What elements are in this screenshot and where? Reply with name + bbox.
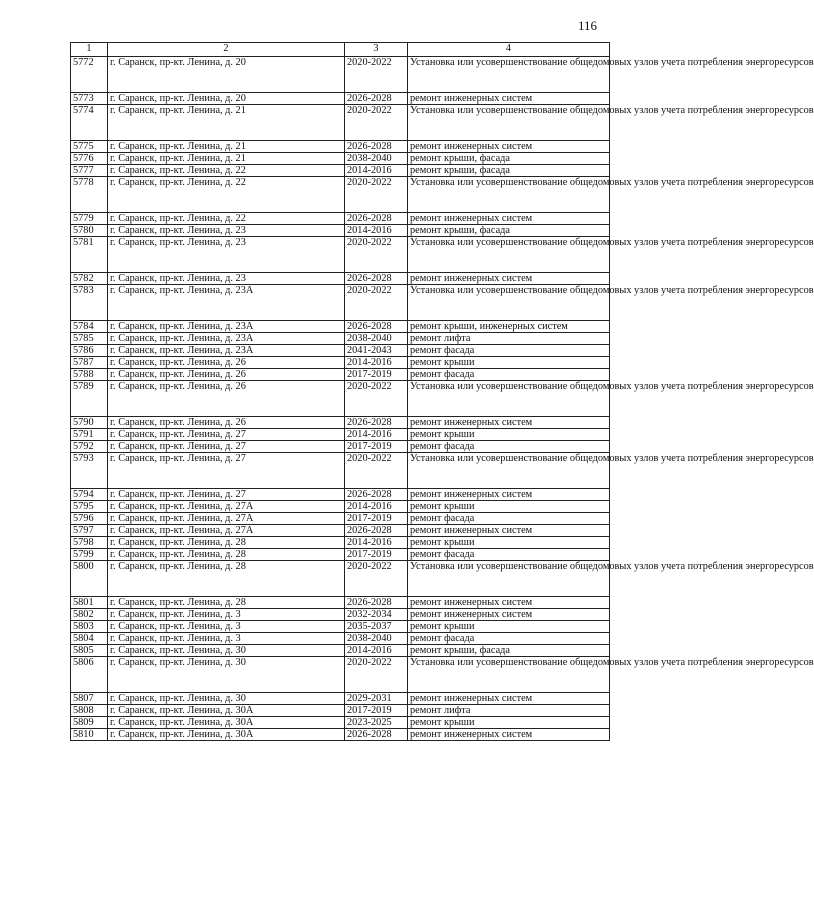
address-cell: г. Саранск, пр-кт. Ленина, д. 27А <box>108 501 345 513</box>
work-type-cell: Установка или усовершенствование общедомовых узлов учета потребления энергоресурсов <box>408 381 610 417</box>
address-cell: г. Саранск, пр-кт. Ленина, д. 30 <box>108 657 345 693</box>
address-cell: г. Саранск, пр-кт. Ленина, д. 23 <box>108 237 345 273</box>
address-cell: г. Саранск, пр-кт. Ленина, д. 28 <box>108 549 345 561</box>
work-type-cell: ремонт инженерных систем <box>408 93 610 105</box>
period-cell: 2020-2022 <box>345 177 408 213</box>
address-cell: г. Саранск, пр-кт. Ленина, д. 23 <box>108 225 345 237</box>
address-cell: г. Саранск, пр-кт. Ленина, д. 3 <box>108 609 345 621</box>
table-row <box>71 489 610 501</box>
address-cell: г. Саранск, пр-кт. Ленина, д. 23А <box>108 285 345 321</box>
row-number-cell: 5791 <box>71 429 108 441</box>
table-row <box>71 633 610 645</box>
row-number-cell: 5772 <box>71 57 108 93</box>
row-number-cell: 5794 <box>71 489 108 501</box>
row-number-cell: 5776 <box>71 153 108 165</box>
table-row <box>71 693 610 705</box>
work-type-cell: ремонт крыши <box>408 357 610 369</box>
work-type-cell: ремонт крыши <box>408 537 610 549</box>
row-number-cell: 5799 <box>71 549 108 561</box>
table-row <box>71 381 610 417</box>
table-row <box>71 369 610 381</box>
period-cell: 2020-2022 <box>345 453 408 489</box>
work-type-cell: ремонт крыши, фасада <box>408 225 610 237</box>
row-number-cell: 5790 <box>71 417 108 429</box>
work-type-cell: ремонт крыши, фасада <box>408 645 610 657</box>
row-number-cell: 5785 <box>71 333 108 345</box>
table-row <box>71 561 610 597</box>
table-row <box>71 501 610 513</box>
table-row <box>71 273 610 285</box>
work-type-cell: ремонт инженерных систем <box>408 693 610 705</box>
work-type-cell: ремонт инженерных систем <box>408 273 610 285</box>
address-cell: г. Саранск, пр-кт. Ленина, д. 21 <box>108 141 345 153</box>
table-row <box>71 153 610 165</box>
work-type-cell: Установка или усовершенствование общедомовых узлов учета потребления энергоресурсов <box>408 453 610 489</box>
table-row <box>71 549 610 561</box>
address-cell: г. Саранск, пр-кт. Ленина, д. 30А <box>108 717 345 729</box>
row-number-cell: 5802 <box>71 609 108 621</box>
period-cell: 2026-2028 <box>345 93 408 105</box>
address-cell: г. Саранск, пр-кт. Ленина, д. 23А <box>108 333 345 345</box>
table-row <box>71 657 610 693</box>
work-type-cell: ремонт крыши <box>408 501 610 513</box>
table-row <box>71 57 610 93</box>
repair-schedule-table <box>70 42 814 741</box>
period-cell: 2014-2016 <box>345 537 408 549</box>
period-cell: 2026-2028 <box>345 597 408 609</box>
row-number-cell: 5788 <box>71 369 108 381</box>
table-header-row <box>71 43 610 57</box>
row-number-cell: 5779 <box>71 213 108 225</box>
period-cell: 2026-2028 <box>345 141 408 153</box>
address-cell: г. Саранск, пр-кт. Ленина, д. 26 <box>108 369 345 381</box>
period-cell: 2014-2016 <box>345 357 408 369</box>
period-cell: 2020-2022 <box>345 57 408 93</box>
row-number-cell: 5795 <box>71 501 108 513</box>
work-type-cell: Установка или усовершенствование общедомовых узлов учета потребления энергоресурсов <box>408 657 610 693</box>
row-number-cell: 5793 <box>71 453 108 489</box>
row-number-cell: 5781 <box>71 237 108 273</box>
row-number-cell: 5808 <box>71 705 108 717</box>
row-number-cell: 5797 <box>71 525 108 537</box>
period-cell: 2026-2028 <box>345 729 408 741</box>
row-number-cell: 5778 <box>71 177 108 213</box>
address-cell: г. Саранск, пр-кт. Ленина, д. 26 <box>108 357 345 369</box>
table-body <box>71 57 814 741</box>
row-number-cell: 5806 <box>71 657 108 693</box>
work-type-cell: ремонт лифта <box>408 333 610 345</box>
period-cell: 2035-2037 <box>345 621 408 633</box>
address-cell: г. Саранск, пр-кт. Ленина, д. 20 <box>108 93 345 105</box>
row-number-cell: 5809 <box>71 717 108 729</box>
table-row <box>71 345 610 357</box>
row-number-cell: 5789 <box>71 381 108 417</box>
table-row <box>71 225 610 237</box>
row-number-cell: 5786 <box>71 345 108 357</box>
table-row <box>71 165 610 177</box>
header-col-2: 2 <box>108 43 345 57</box>
address-cell: г. Саранск, пр-кт. Ленина, д. 30А <box>108 729 345 741</box>
address-cell: г. Саранск, пр-кт. Ленина, д. 28 <box>108 561 345 597</box>
period-cell: 2020-2022 <box>345 381 408 417</box>
row-number-cell: 5777 <box>71 165 108 177</box>
table-row <box>71 177 610 213</box>
work-type-cell: ремонт инженерных систем <box>408 525 610 537</box>
address-cell: г. Саранск, пр-кт. Ленина, д. 27 <box>108 441 345 453</box>
work-type-cell: ремонт фасада <box>408 633 610 645</box>
table-row <box>71 441 610 453</box>
address-cell: г. Саранск, пр-кт. Ленина, д. 21 <box>108 153 345 165</box>
work-type-cell: Установка или усовершенствование общедомовых узлов учета потребления энергоресурсов <box>408 177 610 213</box>
table-row <box>71 357 610 369</box>
address-cell: г. Саранск, пр-кт. Ленина, д. 22 <box>108 165 345 177</box>
table-row <box>71 141 610 153</box>
address-cell: г. Саранск, пр-кт. Ленина, д. 20 <box>108 57 345 93</box>
address-cell: г. Саранск, пр-кт. Ленина, д. 23 <box>108 273 345 285</box>
table-row <box>71 729 610 741</box>
row-number-cell: 5796 <box>71 513 108 525</box>
address-cell: г. Саранск, пр-кт. Ленина, д. 22 <box>108 177 345 213</box>
row-number-cell: 5803 <box>71 621 108 633</box>
period-cell: 2026-2028 <box>345 321 408 333</box>
period-cell: 2017-2019 <box>345 369 408 381</box>
period-cell: 2020-2022 <box>345 561 408 597</box>
work-type-cell: Установка или усовершенствование общедомовых узлов учета потребления энергоресурсов <box>408 57 610 93</box>
period-cell: 2017-2019 <box>345 513 408 525</box>
work-type-cell: ремонт фасада <box>408 441 610 453</box>
work-type-cell: ремонт крыши, инженерных систем <box>408 321 610 333</box>
work-type-cell: ремонт крыши, фасада <box>408 165 610 177</box>
work-type-cell: Установка или усовершенствование общедомовых узлов учета потребления энергоресурсов <box>408 285 610 321</box>
address-cell: г. Саранск, пр-кт. Ленина, д. 3 <box>108 621 345 633</box>
work-type-cell: Установка или усовершенствование общедомовых узлов учета потребления энергоресурсов <box>408 237 610 273</box>
address-cell: г. Саранск, пр-кт. Ленина, д. 27 <box>108 429 345 441</box>
row-number-cell: 5782 <box>71 273 108 285</box>
row-number-cell: 5804 <box>71 633 108 645</box>
row-number-cell: 5800 <box>71 561 108 597</box>
table-row <box>71 321 610 333</box>
header-col-4: 4 <box>408 43 610 57</box>
row-number-cell: 5792 <box>71 441 108 453</box>
address-cell: г. Саранск, пр-кт. Ленина, д. 30 <box>108 645 345 657</box>
address-cell: г. Саранск, пр-кт. Ленина, д. 28 <box>108 597 345 609</box>
row-number-cell: 5783 <box>71 285 108 321</box>
work-type-cell: ремонт инженерных систем <box>408 729 610 741</box>
work-type-cell: ремонт инженерных систем <box>408 141 610 153</box>
period-cell: 2020-2022 <box>345 285 408 321</box>
table-row <box>71 105 610 141</box>
period-cell: 2026-2028 <box>345 417 408 429</box>
row-number-cell: 5774 <box>71 105 108 141</box>
work-type-cell: ремонт инженерных систем <box>408 597 610 609</box>
address-cell: г. Саранск, пр-кт. Ленина, д. 26 <box>108 381 345 417</box>
address-cell: г. Саранск, пр-кт. Ленина, д. 22 <box>108 213 345 225</box>
table-row <box>71 453 610 489</box>
work-type-cell: ремонт фасада <box>408 513 610 525</box>
row-number-cell: 5805 <box>71 645 108 657</box>
work-type-cell: ремонт инженерных систем <box>408 213 610 225</box>
work-type-cell: ремонт крыши, фасада <box>408 153 610 165</box>
period-cell: 2020-2022 <box>345 657 408 693</box>
table-row <box>71 513 610 525</box>
row-number-cell: 5784 <box>71 321 108 333</box>
period-cell: 2026-2028 <box>345 273 408 285</box>
period-cell: 2017-2019 <box>345 705 408 717</box>
period-cell: 2026-2028 <box>345 489 408 501</box>
work-type-cell: Установка или усовершенствование общедомовых узлов учета потребления энергоресурсов <box>408 561 610 597</box>
table-row <box>71 705 610 717</box>
header-col-1: 1 <box>71 43 108 57</box>
work-type-cell: ремонт инженерных систем <box>408 417 610 429</box>
work-type-cell: ремонт инженерных систем <box>408 489 610 501</box>
period-cell: 2014-2016 <box>345 501 408 513</box>
period-cell: 2014-2016 <box>345 429 408 441</box>
table-row <box>71 237 610 273</box>
work-type-cell: ремонт фасада <box>408 549 610 561</box>
table-row <box>71 645 610 657</box>
period-cell: 2017-2019 <box>345 441 408 453</box>
period-cell: 2014-2016 <box>345 165 408 177</box>
address-cell: г. Саранск, пр-кт. Ленина, д. 27 <box>108 453 345 489</box>
table-row <box>71 597 610 609</box>
period-cell: 2020-2022 <box>345 237 408 273</box>
period-cell: 2014-2016 <box>345 645 408 657</box>
table-row <box>71 429 610 441</box>
period-cell: 2029-2031 <box>345 693 408 705</box>
address-cell: г. Саранск, пр-кт. Ленина, д. 26 <box>108 417 345 429</box>
work-type-cell: ремонт крыши <box>408 621 610 633</box>
period-cell: 2026-2028 <box>345 525 408 537</box>
table-row <box>71 93 610 105</box>
page-number: 116 <box>578 18 598 33</box>
row-number-cell: 5780 <box>71 225 108 237</box>
table-row <box>71 417 610 429</box>
address-cell: г. Саранск, пр-кт. Ленина, д. 27А <box>108 513 345 525</box>
row-number-cell: 5775 <box>71 141 108 153</box>
work-type-cell: ремонт фасада <box>408 369 610 381</box>
address-cell: г. Саранск, пр-кт. Ленина, д. 30 <box>108 693 345 705</box>
table-row <box>71 333 610 345</box>
address-cell: г. Саранск, пр-кт. Ленина, д. 21 <box>108 105 345 141</box>
period-cell: 2017-2019 <box>345 549 408 561</box>
row-number-cell: 5773 <box>71 93 108 105</box>
work-type-cell: Установка или усовершенствование общедомовых узлов учета потребления энергоресурсов <box>408 105 610 141</box>
period-cell: 2038-2040 <box>345 153 408 165</box>
period-cell: 2038-2040 <box>345 633 408 645</box>
table-row <box>71 525 610 537</box>
table-row <box>71 609 610 621</box>
work-type-cell: ремонт крыши <box>408 717 610 729</box>
work-type-cell: ремонт лифта <box>408 705 610 717</box>
address-cell: г. Саранск, пр-кт. Ленина, д. 23А <box>108 321 345 333</box>
period-cell: 2023-2025 <box>345 717 408 729</box>
header-col-3: 3 <box>345 43 408 57</box>
row-number-cell: 5807 <box>71 693 108 705</box>
row-number-cell: 5787 <box>71 357 108 369</box>
row-number-cell: 5801 <box>71 597 108 609</box>
period-cell: 2020-2022 <box>345 105 408 141</box>
table-row <box>71 213 610 225</box>
work-type-cell: ремонт крыши <box>408 429 610 441</box>
address-cell: г. Саранск, пр-кт. Ленина, д. 3 <box>108 633 345 645</box>
period-cell: 2032-2034 <box>345 609 408 621</box>
address-cell: г. Саранск, пр-кт. Ленина, д. 23А <box>108 345 345 357</box>
period-cell: 2038-2040 <box>345 333 408 345</box>
address-cell: г. Саранск, пр-кт. Ленина, д. 30А <box>108 705 345 717</box>
address-cell: г. Саранск, пр-кт. Ленина, д. 27А <box>108 525 345 537</box>
period-cell: 2014-2016 <box>345 225 408 237</box>
row-number-cell: 5810 <box>71 729 108 741</box>
row-number-cell: 5798 <box>71 537 108 549</box>
work-type-cell: ремонт инженерных систем <box>408 609 610 621</box>
period-cell: 2041-2043 <box>345 345 408 357</box>
table-row <box>71 621 610 633</box>
period-cell: 2026-2028 <box>345 213 408 225</box>
address-cell: г. Саранск, пр-кт. Ленина, д. 27 <box>108 489 345 501</box>
address-cell: г. Саранск, пр-кт. Ленина, д. 28 <box>108 537 345 549</box>
table-row <box>71 537 610 549</box>
work-type-cell: ремонт фасада <box>408 345 610 357</box>
table-row <box>71 285 610 321</box>
table-row <box>71 717 610 729</box>
